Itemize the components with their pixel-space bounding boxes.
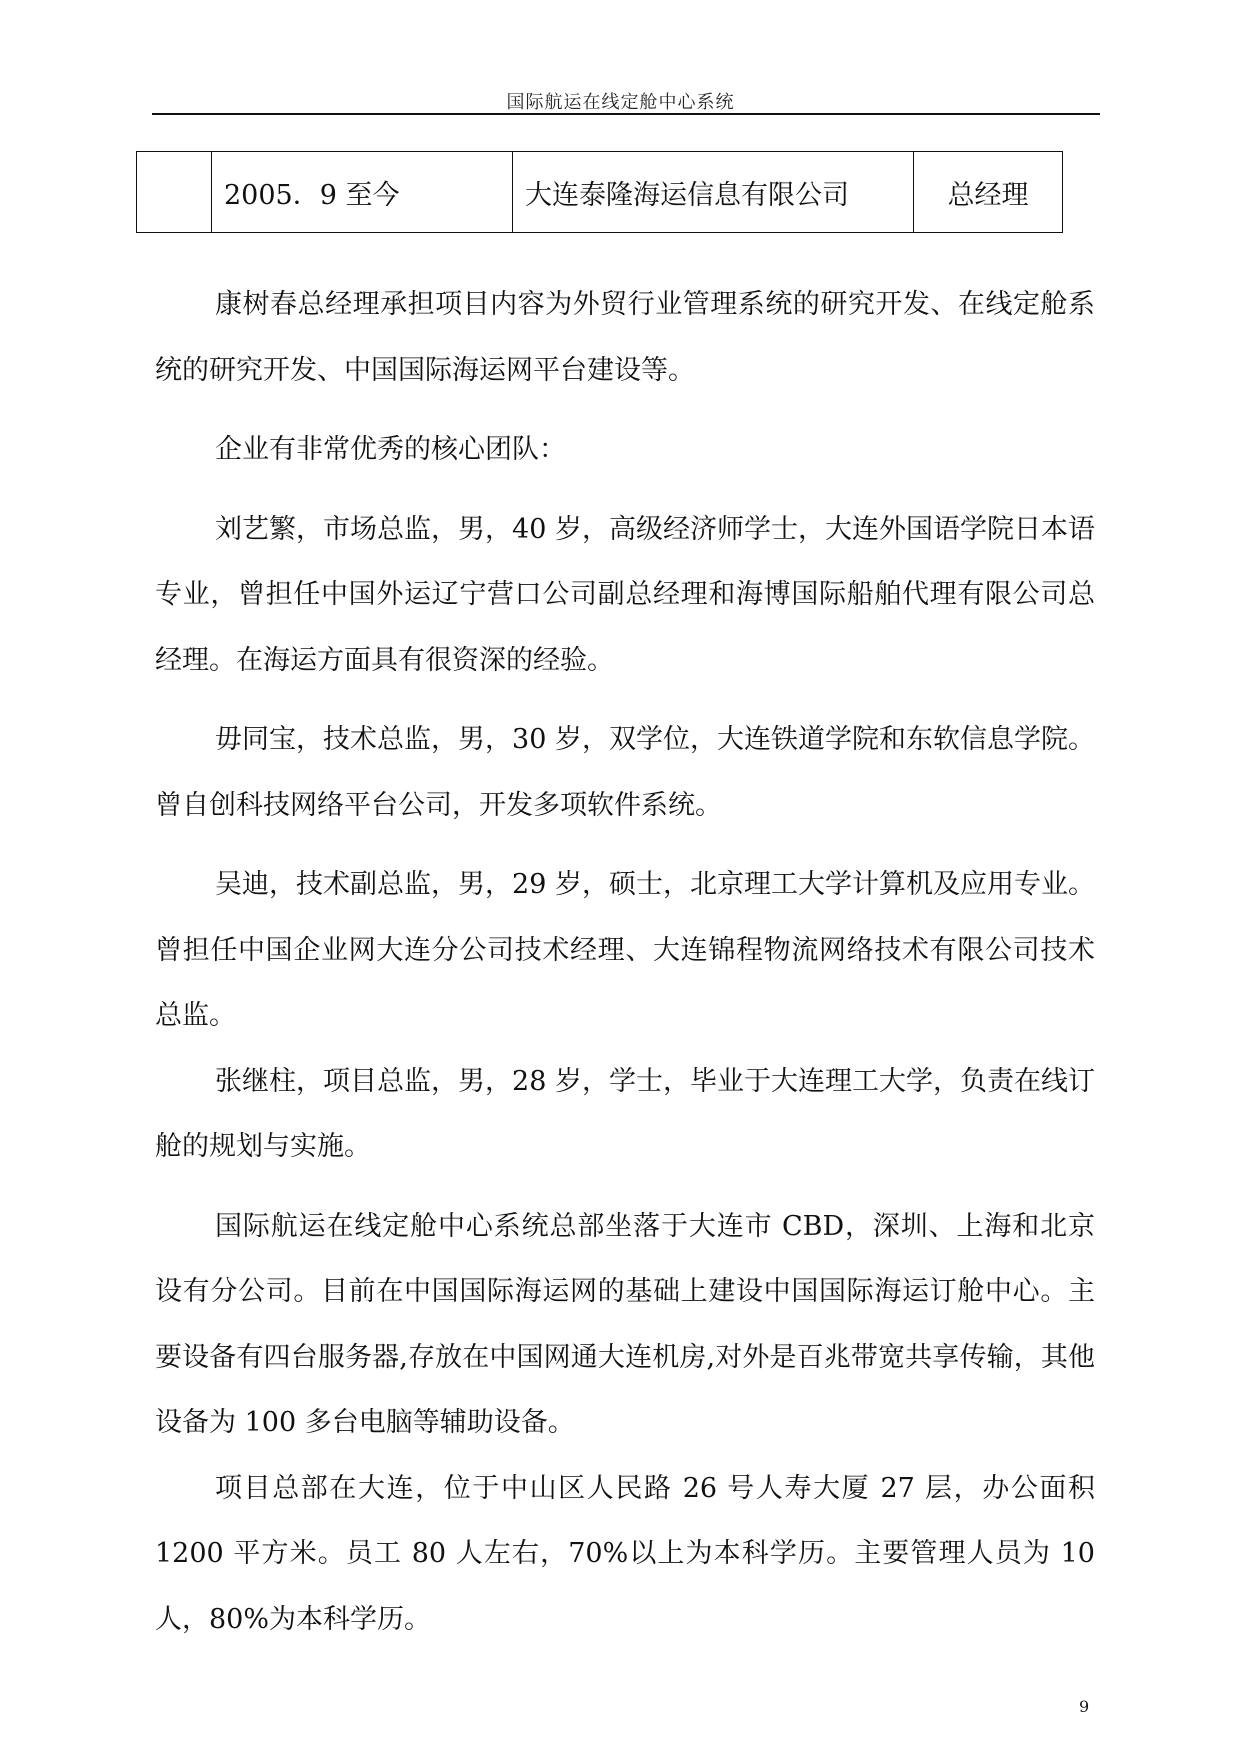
page-header-title: 国际航运在线定舱中心系统 <box>506 92 735 113</box>
table-cell-company: 大连泰隆海运信息有限公司 <box>513 152 914 233</box>
table-cell-empty <box>137 152 212 233</box>
table-cell-position: 总经理 <box>914 152 1063 233</box>
header-rule <box>152 113 1100 115</box>
paragraph-office: 项目总部在大连，位于中山区人民路 26 号人寿大厦 27 层，办公面积1200 平方米。员工 80 人左右，70%以上为本科学历。主要管理人员为 10人，80%为本科学历。 <box>155 1472 1095 1635</box>
table-row <box>137 152 1063 233</box>
body-text <box>155 258 1095 1652</box>
paragraph-project-scope: 康树春总经理承担项目内容为外贸行业管理系统的研究开发、在线定舱系统的研究开发、中国国际海运网平台建设等。 <box>155 289 1095 386</box>
paragraph-team-intro: 企业有非常优秀的核心团队： <box>215 434 566 465</box>
paragraph-headquarters: 国际航运在线定舱中心系统总部坐落于大连市 CBD，深圳、上海和北京设有分公司。目前在中国国际海运网的基础上建设中国国际海运订舱中心。主要设备有四台服务器,存放在中国网通大连机房,对外是百兆带宽共享传输，其他设备为 100 多台电脑等辅助设备。 <box>155 1210 1095 1438</box>
paragraph-wu-tongbao: 毋同宝，技术总监，男，30 岁，双学位，大连铁道学院和东软信息学院。曾自创科技网络平台公司，开发多项软件系统。 <box>155 724 1095 821</box>
paragraph-wu-di: 吴迪，技术副总监，男，29 岁，硕士，北京理工大学计算机及应用专业。曾担任中国企业网大连分公司技术经理、大连锦程物流网络技术有限公司技术总监。 <box>155 869 1095 1031</box>
paragraph-liu-yifan: 刘艺繁，市场总监，男，40 岁，高级经济师学士，大连外国语学院日本语专业，曾担任中国外运辽宁营口公司副总经理和海博国际船舶代理有限公司总经理。在海运方面具有很资深的经验。 <box>155 513 1095 676</box>
paragraph-zhang-jizhu: 张继柱，项目总监，男，28 岁，学士，毕业于大连理工大学，负责在线订舱的规划与实施。 <box>155 1065 1095 1162</box>
table-cell-period: 2005．9 至今 <box>212 152 513 233</box>
resume-table <box>136 151 1063 233</box>
page-number: 9 <box>1079 1697 1090 1716</box>
